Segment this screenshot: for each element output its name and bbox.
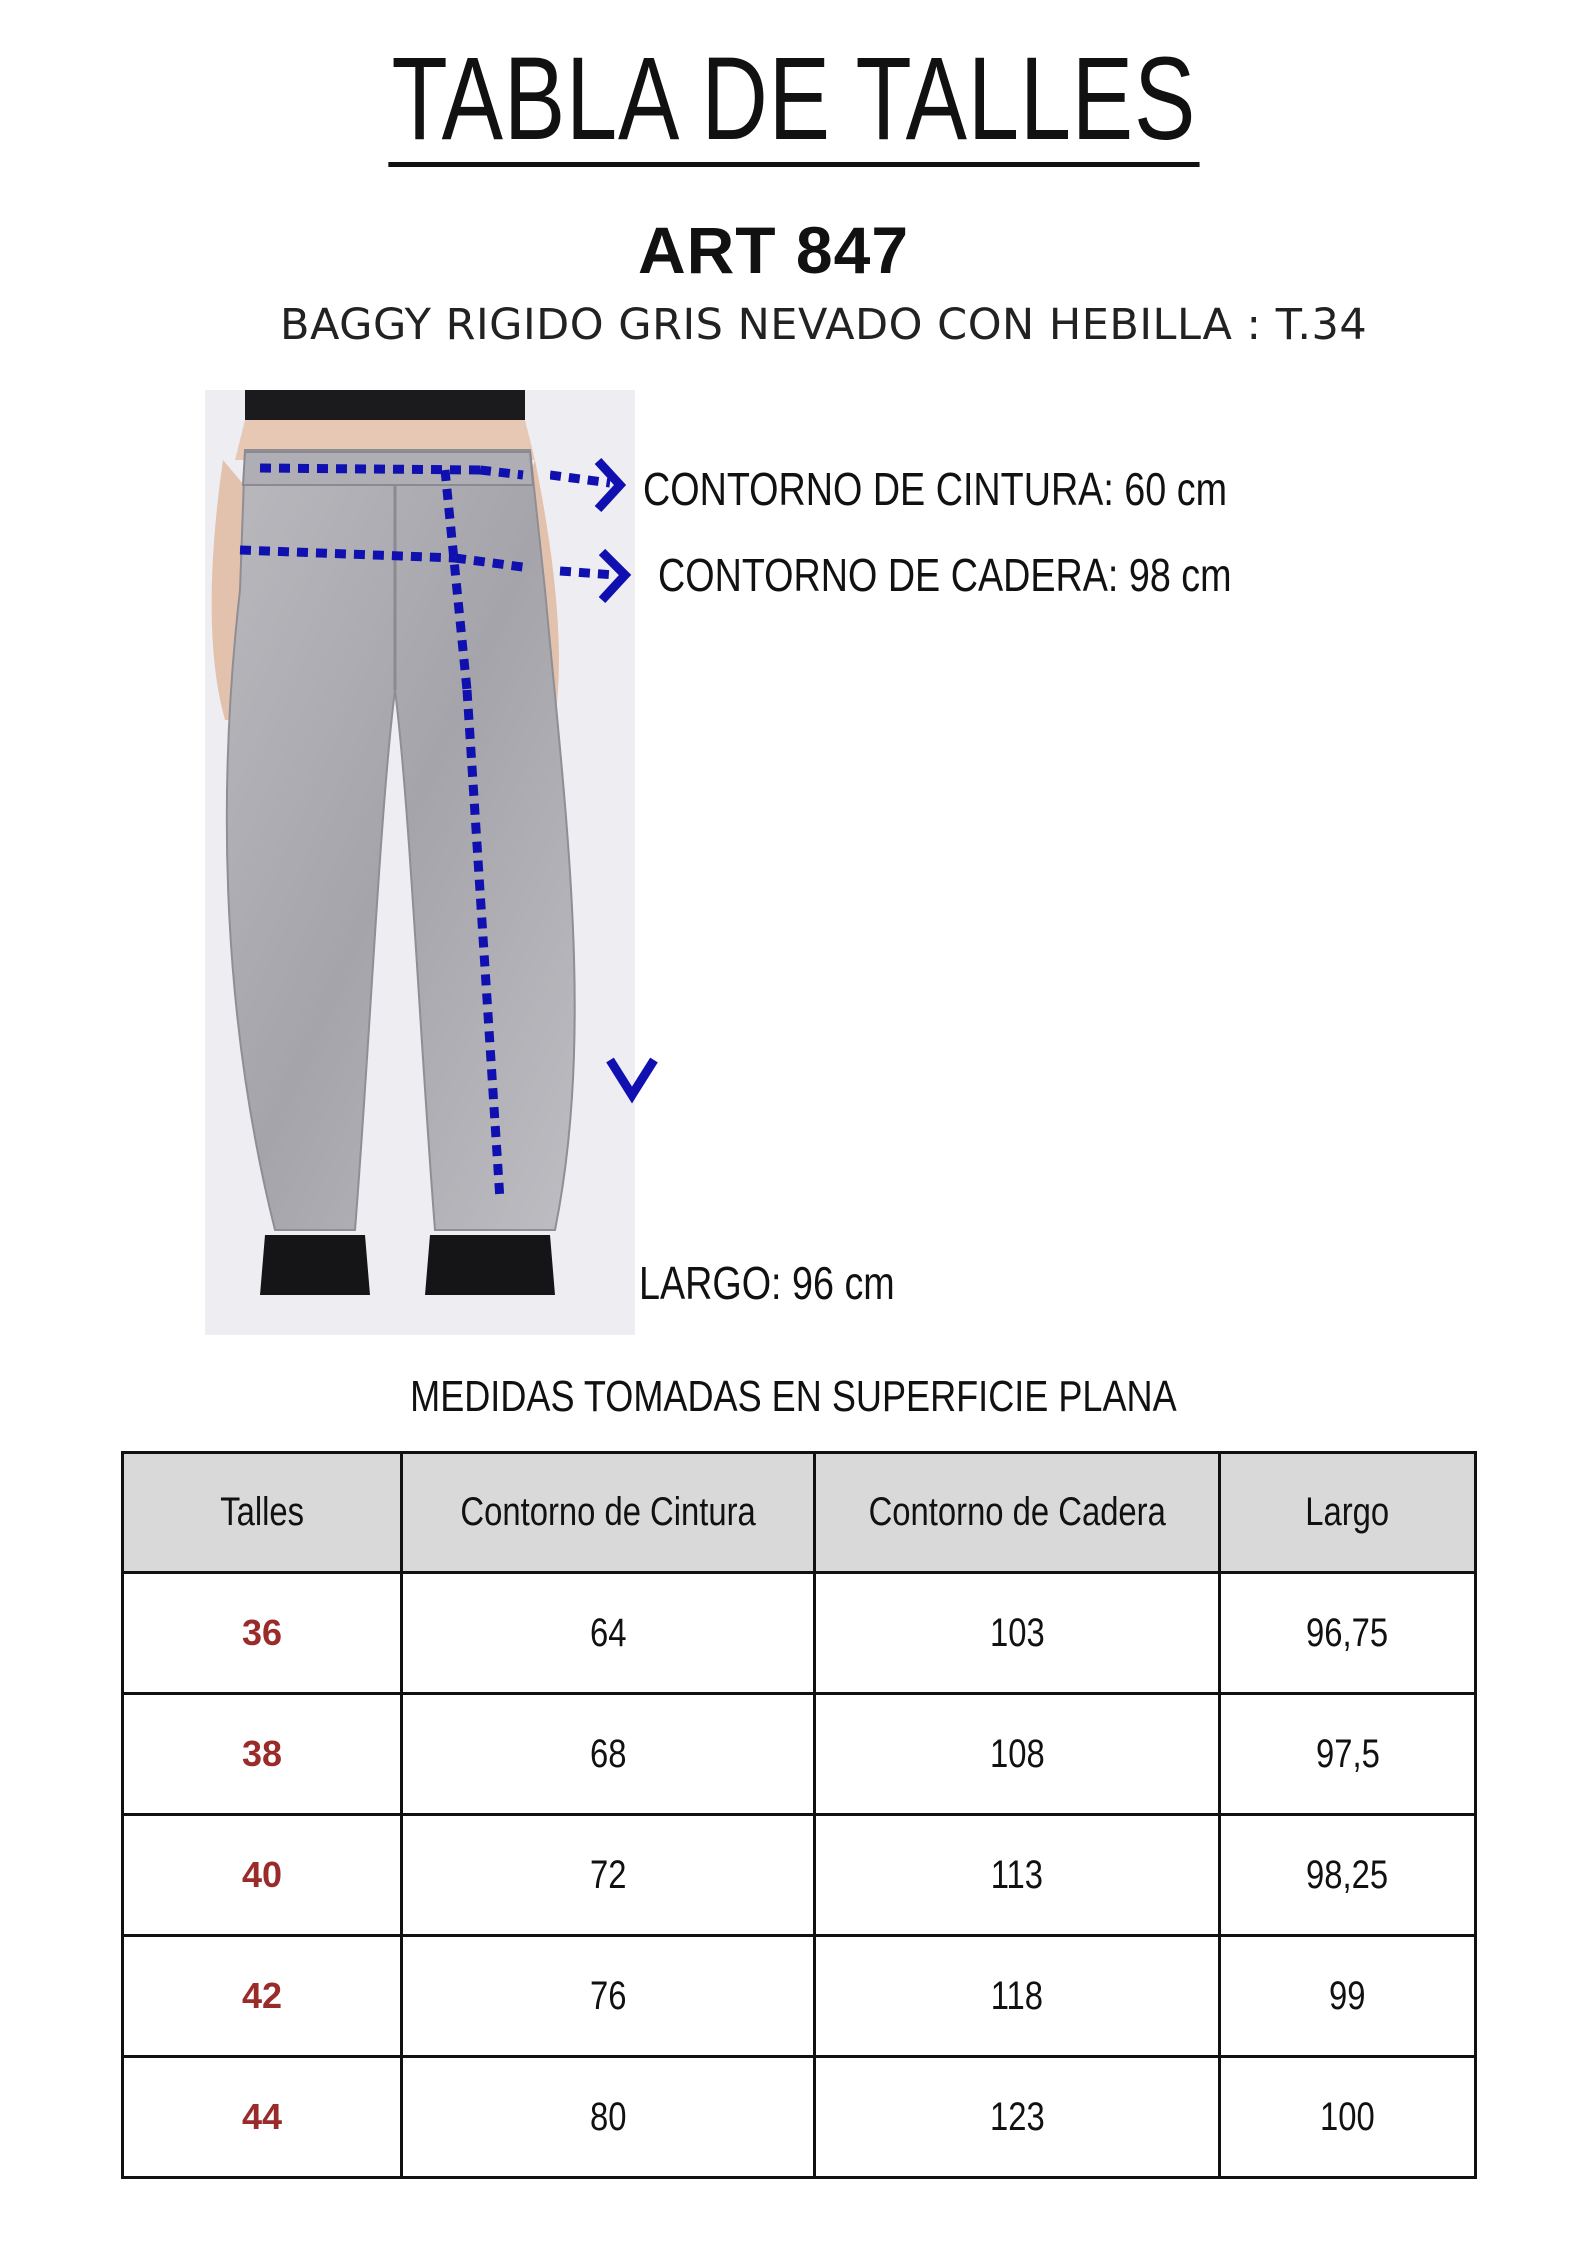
size-cell: 42 — [123, 1936, 402, 2057]
table-row — [123, 1573, 1476, 1694]
table-row — [123, 2057, 1476, 2178]
length-cell — [1220, 1694, 1476, 1815]
header-cell-cintura — [402, 1453, 815, 1573]
length-measurement: LARGO: 96 cm — [639, 1257, 895, 1309]
waist-cell — [402, 2057, 815, 2178]
article-number: ART 847 — [637, 213, 910, 287]
size-cell: 40 — [123, 1815, 402, 1936]
size-cell: 38 — [123, 1694, 402, 1815]
waist-cell — [402, 1815, 815, 1936]
cell-value: 118 — [990, 1973, 1044, 2018]
waist-measurement: CONTORNO DE CINTURA: 60 cm — [643, 463, 1228, 515]
cell-value: 123 — [989, 2094, 1045, 2139]
measurement-note-text: MEDIDAS TOMADAS EN SUPERFICIE PLANA — [410, 1372, 1177, 1421]
table-row — [123, 1694, 1476, 1815]
cell-value: 97,5 — [1315, 1731, 1380, 1776]
hip-cell — [815, 1694, 1220, 1815]
size-cell: 36 — [123, 1573, 402, 1694]
waist-cell — [402, 1694, 815, 1815]
measurement-note — [0, 1372, 1587, 1422]
page-title — [0, 33, 1587, 167]
hip-cell — [815, 2057, 1220, 2178]
table-header-row — [123, 1453, 1476, 1573]
length-cell — [1220, 2057, 1476, 2178]
cell-value: 108 — [989, 1731, 1045, 1776]
length-cell — [1220, 1936, 1476, 2057]
right-shoe — [425, 1235, 555, 1295]
length-cell — [1220, 1573, 1476, 1694]
header-cell-cadera — [815, 1453, 1220, 1573]
header-cell-talles — [123, 1453, 402, 1573]
cell-value: 113 — [990, 1852, 1044, 1897]
table-row — [123, 1936, 1476, 2057]
header-label: Contorno de Cintura — [460, 1490, 756, 1534]
header-label: Largo — [1305, 1490, 1390, 1534]
header-label: Talles — [220, 1490, 304, 1534]
hip-arrow-line — [560, 571, 615, 575]
cell-value: 98,25 — [1306, 1852, 1389, 1897]
hip-cell — [815, 1573, 1220, 1694]
page-title-text: TABLA DE TALLES — [388, 38, 1199, 167]
header-label: Contorno de Cadera — [868, 1490, 1166, 1534]
length-arrow-head — [610, 1060, 654, 1095]
hip-cell — [815, 1815, 1220, 1936]
cell-value: 64 — [589, 1610, 627, 1655]
cell-value: 100 — [1320, 2094, 1375, 2139]
cell-value: 80 — [589, 2094, 627, 2139]
left-shoe — [260, 1235, 370, 1295]
waist-cell — [402, 1936, 815, 2057]
product-description: BAGGY RIGIDO GRIS NEVADO CON HEBILLA : T.34 — [280, 300, 1368, 350]
waist-arrow-line — [550, 475, 610, 483]
cell-value: 103 — [989, 1610, 1045, 1655]
size-cell: 44 — [123, 2057, 402, 2178]
cell-value: 68 — [589, 1731, 627, 1776]
header-cell-largo — [1220, 1453, 1476, 1573]
hip-cell — [815, 1936, 1220, 2057]
cell-value: 72 — [589, 1852, 627, 1897]
table-row — [123, 1815, 1476, 1936]
jeans — [227, 450, 575, 1230]
guide-arrows — [550, 455, 660, 1115]
size-table — [121, 1451, 1477, 2179]
cell-value: 96,75 — [1306, 1610, 1389, 1655]
waist-cell — [402, 1573, 815, 1694]
cell-value: 76 — [589, 1973, 627, 2018]
length-cell — [1220, 1815, 1476, 1936]
cell-value: 99 — [1329, 1973, 1366, 2018]
hip-measurement: CONTORNO DE CADERA: 98 cm — [658, 549, 1232, 601]
